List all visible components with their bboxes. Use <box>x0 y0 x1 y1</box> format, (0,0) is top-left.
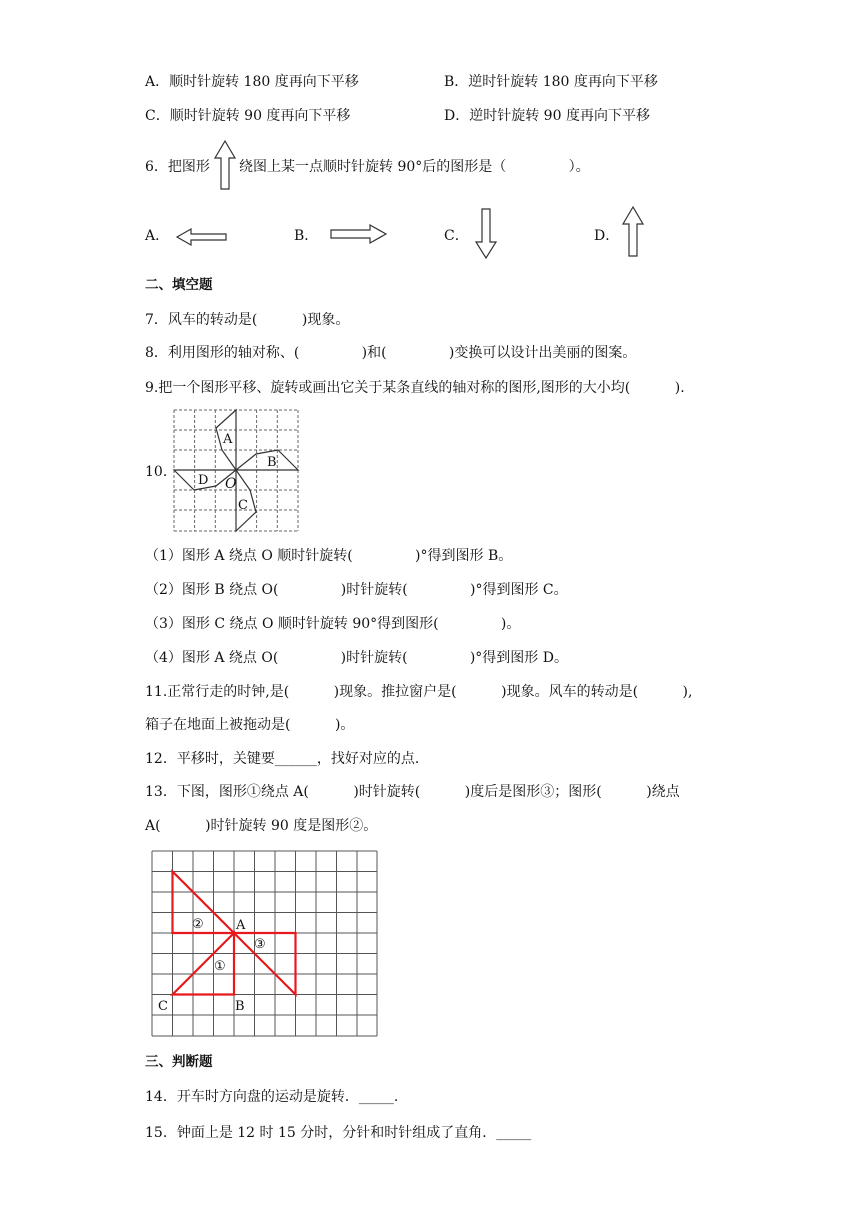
q10-number: 10． <box>145 464 177 480</box>
question-7: 7．风车的转动是( )现象。 <box>145 312 350 328</box>
q11-line-2: 箱子在地面上被拖动是( )。 <box>145 717 355 733</box>
q5-option-d: D．逆时针旋转 90 度再向下平移 <box>444 108 650 124</box>
q10-sub-3: （3）图形 C 绕点 O 顺时针旋转 90°得到图形( )。 <box>145 616 521 632</box>
up-arrow-figure <box>212 140 238 190</box>
label-d: D <box>198 473 209 488</box>
point-b-label: B <box>235 999 245 1014</box>
rotation-grid-figure <box>174 410 299 532</box>
label-c: C <box>238 498 248 513</box>
point-a-label: A <box>236 918 246 933</box>
question-14: 14．开车时方向盘的运动是旋转．_____. <box>145 1089 399 1105</box>
q11-line-1: 11.正常行走的时钟,是( )现象。推拉窗户是( )现象。风车的转动是( ), <box>145 684 693 700</box>
q6-option-c-label: C． <box>444 228 469 244</box>
point-c-label: C <box>158 999 168 1014</box>
q6-option-b-label: B． <box>294 228 319 244</box>
section-3-title: 三、判断题 <box>145 1054 213 1070</box>
figure-1-label: ① <box>214 959 226 974</box>
right-arrow-option-b <box>330 224 388 244</box>
label-a: A <box>223 432 233 447</box>
q6-suffix: 绕图上某一点顺时针旋转 90°后的图形是（ ）。 <box>239 159 590 175</box>
red-triangle-grid-figure <box>152 851 378 1037</box>
q5-option-c: C．顺时针旋转 90 度再向下平移 <box>145 108 351 124</box>
question-8: 8．利用图形的轴对称、( )和( )变换可以设计出美丽的图案。 <box>145 345 637 361</box>
question-9: 9.把一个图形平移、旋转或画出它关于某条直线的轴对称的图形,图形的大小均( ). <box>145 380 685 396</box>
figure-2-label: ② <box>192 917 204 932</box>
up-arrow-option-d <box>620 206 646 258</box>
q10-sub-2: （2）图形 B 绕点 O( )时针旋转( )°得到图形 C。 <box>145 582 568 598</box>
label-b: B <box>267 455 277 470</box>
figure-3-label: ③ <box>254 937 266 952</box>
left-arrow-option-a <box>176 228 228 246</box>
q6-prefix: 6．把图形 <box>145 159 210 175</box>
question-12: 12．平移时，关键要______，找好对应的点． <box>145 751 429 767</box>
q10-sub-4: （4）图形 A 绕点 O( )时针旋转( )°得到图形 D。 <box>145 650 568 666</box>
q6-option-d-label: D． <box>594 228 620 244</box>
section-2-title: 二、填空题 <box>145 277 213 293</box>
label-o: O <box>225 476 237 492</box>
down-arrow-option-c <box>474 208 498 260</box>
q5-option-b: B．逆时针旋转 180 度再向下平移 <box>444 74 658 90</box>
q13-line-1: 13．下图，图形①绕点 A( )时针旋转( )度后是图形③；图形( )绕点 <box>145 784 680 800</box>
question-15: 15．钟面上是 12 时 15 分时，分针和时针组成了直角．_____ <box>145 1125 532 1141</box>
q6-option-a-label: A． <box>145 228 170 244</box>
q13-line-2: A( )时针旋转 90 度是图形②。 <box>145 818 378 834</box>
q5-option-a: A．顺时针旋转 180 度再向下平移 <box>145 74 359 90</box>
q10-sub-1: （1）图形 A 绕点 O 顺时针旋转( )°得到图形 B。 <box>145 548 513 564</box>
